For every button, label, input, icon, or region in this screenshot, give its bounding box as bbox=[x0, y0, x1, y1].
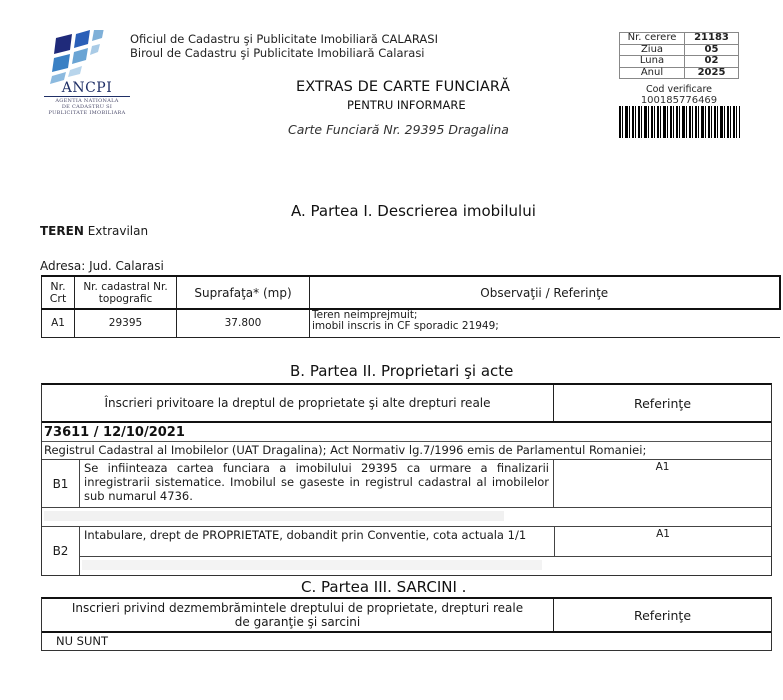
address bbox=[40, 259, 164, 273]
col-header-text: Crt bbox=[49, 291, 67, 305]
col-header-nr-crt bbox=[42, 276, 75, 309]
blank-subrow bbox=[80, 557, 771, 575]
cell-suprafata: 37.800 bbox=[177, 309, 310, 337]
request-row bbox=[620, 56, 739, 68]
col-header-inscrieri: Înscrieri privitoare la dreptul de proprietate şi alte drepturi reale bbox=[42, 385, 554, 421]
section-b-heading: B. Partea II. Proprietari şi acte bbox=[290, 362, 514, 380]
blank-row bbox=[42, 508, 771, 527]
cell-cadastral: 29395 bbox=[75, 309, 177, 337]
document-title: EXTRAS DE CARTE FUNCIARĂ bbox=[296, 79, 511, 95]
address-label: Adresa: bbox=[40, 259, 86, 273]
cell-observatii bbox=[310, 309, 780, 337]
observation-line: imobil inscris in CF sporadic 21949; bbox=[312, 320, 499, 332]
ancpi-logo bbox=[40, 30, 130, 122]
redacted-line bbox=[44, 511, 504, 521]
col-header-text: Nr. bbox=[50, 279, 66, 293]
col-header-observatii: Observaţii / Referinţe bbox=[310, 276, 780, 309]
office-info bbox=[130, 32, 438, 60]
carte-funciara-number: Carte Funciară Nr. 29395 Dragalina bbox=[288, 122, 509, 137]
section-c-heading: C. Partea III. SARCINI . bbox=[301, 578, 467, 596]
table-header-row bbox=[42, 385, 771, 423]
request-value: 05 bbox=[685, 44, 739, 56]
table-header-row bbox=[42, 599, 771, 633]
property-type-rest: Extravilan bbox=[83, 224, 149, 238]
entry-code: B2 bbox=[52, 544, 69, 558]
entry-source: Registrul Cadastral al Imobilelor (UAT Dragalina); Act Normativ lg.7/1996 emis de Parlamentul Romaniei; bbox=[42, 442, 771, 460]
encumbrances-table bbox=[41, 597, 772, 651]
table-row bbox=[42, 460, 771, 508]
request-value: 2025 bbox=[685, 67, 739, 79]
request-row bbox=[620, 44, 739, 56]
request-row bbox=[620, 33, 739, 45]
entry-text: Intabulare, drept de PROPRIETATE, dobandit prin Conventie, cota actuala 1/1 bbox=[80, 527, 555, 556]
request-value: 02 bbox=[685, 56, 739, 68]
request-label: Anul bbox=[620, 67, 685, 79]
document-subtitle: PENTRU INFORMARE bbox=[347, 98, 466, 112]
section-a-heading: A. Partea I. Descrierea imobilului bbox=[291, 202, 536, 220]
property-type bbox=[40, 224, 148, 238]
col-header-cadastral bbox=[75, 276, 177, 309]
entry-main bbox=[80, 527, 771, 557]
logo-acronym: ANCPI bbox=[44, 80, 130, 97]
logo-subtitle-line: DE CADASTRU SI bbox=[61, 104, 113, 110]
request-label: Luna bbox=[620, 56, 685, 68]
address-value: Jud. Calarasi bbox=[85, 259, 164, 273]
table-row bbox=[42, 309, 780, 337]
encumbrances-content: NU SUNT bbox=[56, 634, 109, 648]
redacted-line bbox=[82, 560, 542, 570]
entry-ref: A1 bbox=[655, 461, 670, 473]
request-row bbox=[620, 67, 739, 79]
verification-code-label: Cod verificare bbox=[645, 84, 713, 95]
col-header-text: topografic bbox=[98, 292, 153, 305]
office-line-bureau: Biroul de Cadastru şi Publicitate Imobiliară Calarasi bbox=[130, 46, 425, 60]
col-header-text: de garanţie şi sarcini bbox=[234, 615, 361, 629]
request-value: 21183 bbox=[685, 33, 739, 45]
logo-subtitle-line: AGENTIA NATIONALA bbox=[55, 98, 119, 104]
owners-table bbox=[41, 383, 772, 576]
col-header-suprafata: Suprafaţa* (mp) bbox=[177, 276, 310, 309]
col-header-inscrieri bbox=[42, 599, 554, 631]
logo-subtitle bbox=[42, 98, 132, 116]
request-info-table bbox=[619, 32, 739, 79]
office-line-county: Oficiul de Cadastru şi Publicitate Imobiliară CALARASI bbox=[130, 32, 438, 46]
verification-code-value: 100185776469 bbox=[640, 95, 718, 106]
property-type-bold: TEREN bbox=[40, 224, 84, 238]
table-row bbox=[42, 527, 771, 575]
property-description-table bbox=[41, 275, 781, 338]
request-label: Nr. cerere bbox=[620, 33, 685, 45]
col-header-text: Nr. cadastral Nr. bbox=[83, 280, 168, 293]
entry-text: Se infiinteaza cartea funciara a imobilului 29395 ca urmare a finalizarii inregistrarii sistematice. Imobilul se gaseste in registrul cadastral al imobilelor sub numarul 4736. bbox=[79, 460, 554, 507]
entry-body bbox=[79, 527, 771, 575]
logo-subtitle-line: PUBLICITATE IMOBILIARA bbox=[48, 110, 126, 116]
entry-code: B1 bbox=[52, 476, 69, 491]
entry-id: 73611 / 12/10/2021 bbox=[42, 423, 771, 442]
barcode-icon bbox=[619, 106, 740, 138]
col-header-referinte: Referinţe bbox=[633, 607, 692, 623]
entry-ref: A1 bbox=[656, 528, 670, 540]
col-header-text: Inscrieri privind dezmembrămintele dreptului de proprietate, drepturi reale bbox=[71, 601, 524, 615]
request-label: Ziua bbox=[620, 44, 685, 56]
cell-nr-crt: A1 bbox=[42, 309, 75, 337]
observation-line: Teren neimprejmuit; bbox=[312, 309, 418, 321]
col-header-referinte: Referinţe bbox=[633, 395, 692, 411]
table-header-row bbox=[42, 276, 780, 309]
